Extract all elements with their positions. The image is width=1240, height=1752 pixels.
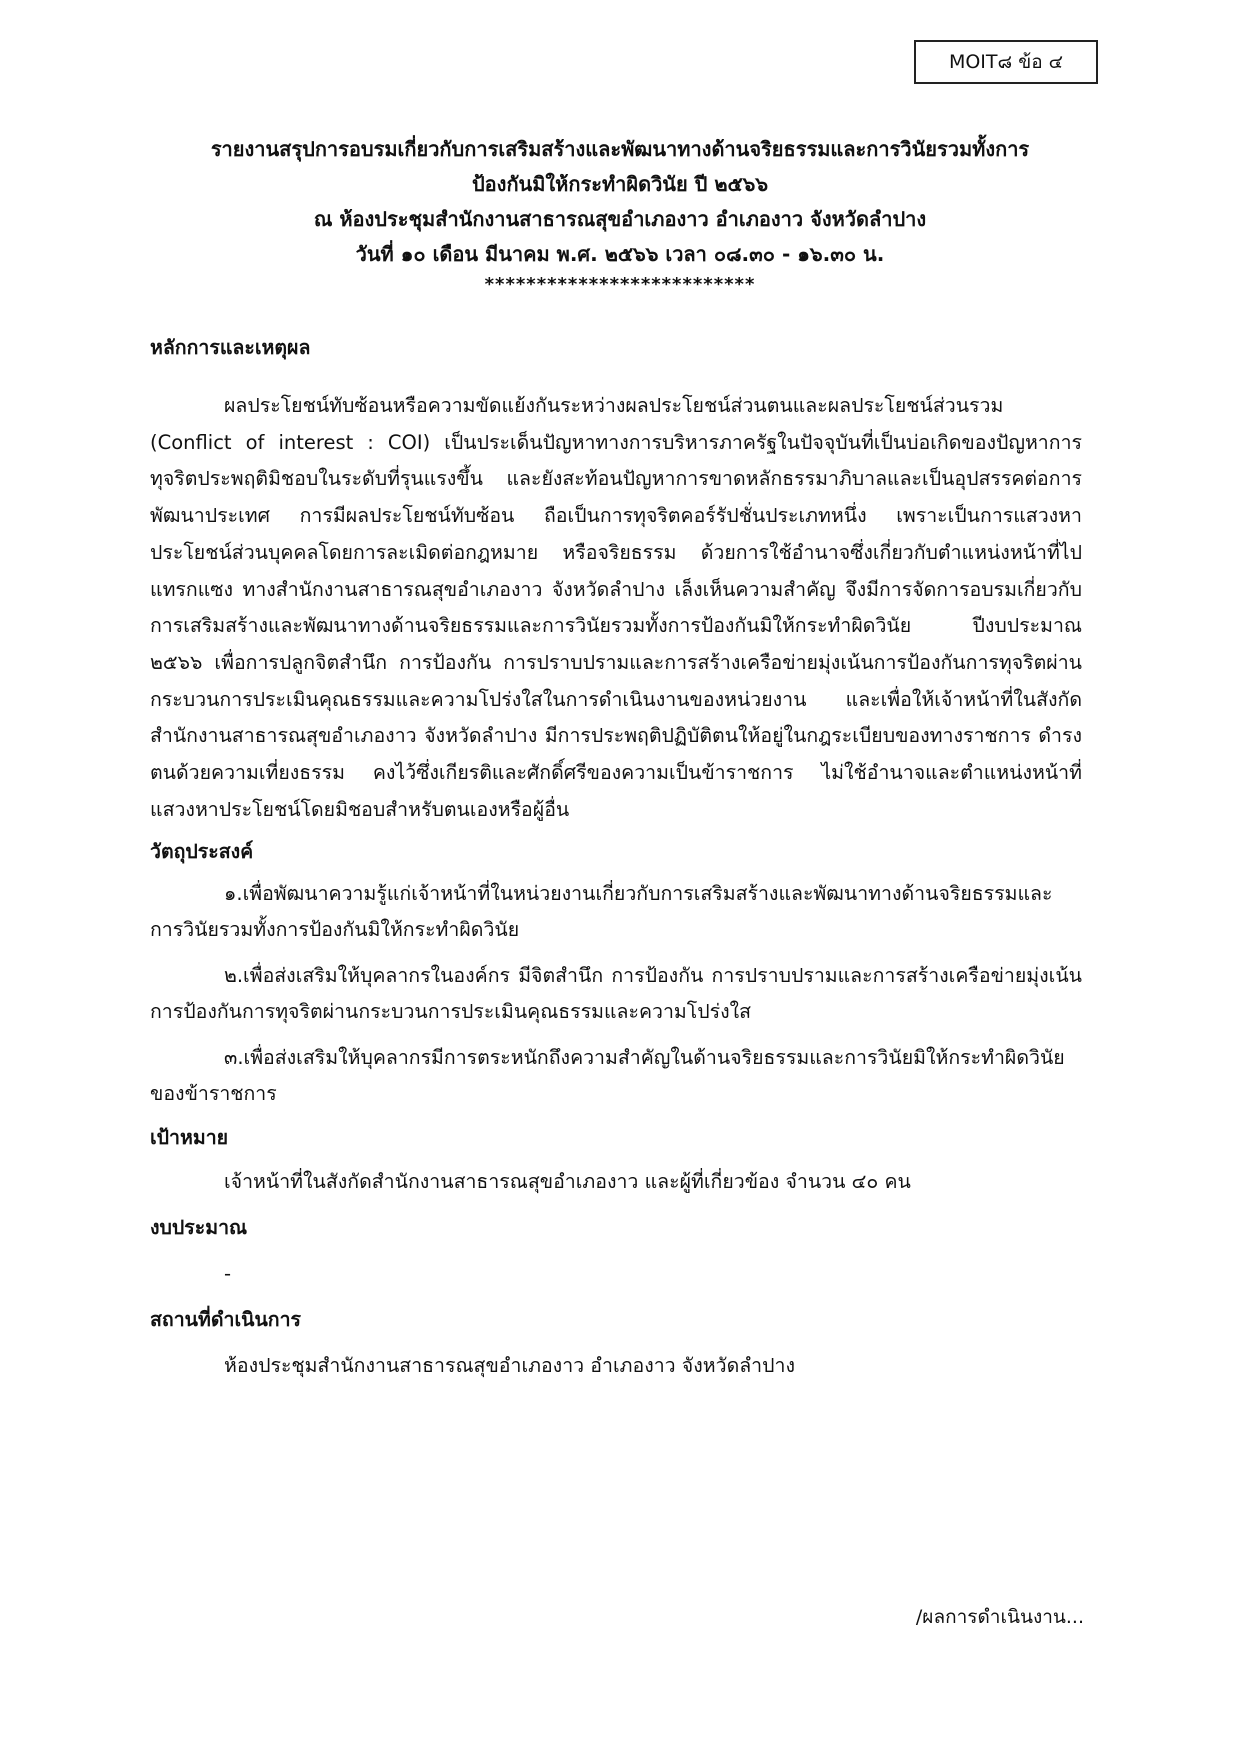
title-line-2: ป้องกันมิให้กระทำผิดวินัย ปี ๒๕๖๖ [471,172,769,196]
title-line-4: วันที่ ๑๐ เดือน มีนาคม พ.ศ. ๒๕๖๖ เวลา ๐๘.๓๐ - ๑๖.๓๐ น. [355,242,885,266]
report-title [130,132,1110,298]
objectives-heading: วัตถุประสงค์ [150,840,254,864]
rationale-heading: หลักการและเหตุผล [150,336,311,359]
venue-text: ห้องประชุมสำนักงานสาธารณสุขอำเภองาว อำเภองาว จังหวัดลำปาง [224,1354,795,1378]
document-body [150,330,1082,1384]
continuation-note: /ผลการดำเนินงาน... [915,1606,1084,1628]
reference-label: MOIT๘ ข้อ ๔ [948,51,1064,73]
venue-heading: สถานที่ดำเนินการ [150,1308,302,1332]
rationale-paragraph: ผลประโยชน์ทับซ้อนหรือความขัดแย้งกันระหว่างผลประโยชน์ส่วนตนและผลประโยชน์ส่วนรวม (Conflict of interest : COI) เป็นประเด็นปัญหาทางการบริหารภาครัฐในปัจจุบันที่เป็นบ่อเกิดของปัญหาการทุจริตประพฤติมิชอบในระดับที่รุนแรงขึ้น และยังสะท้อนปัญหาการขาดหลักธรรมาภิบาลและเป็นอุปสรรคต่อการพัฒนาประเทศ การมีผลประโยชน์ทับซ้อน ถือเป็นการทุจริตคอร์รัปชั่นประเภทหนึ่ง เพราะเป็นการแสวงหาประโยชน์ส่วนบุคคลโดยการละเมิดต่อกฎหมาย หรือจริยธรรม ด้วยการใช้อำนาจซึ่งเกี่ยวกับตำแหน่งหน้าที่ไปแทรกแซง ทางสำนักงานสาธารณสุขอำเภองาว จังหวัดลำปาง เล็งเห็นความสำคัญ จึงมีการจัดการอบรมเกี่ยวกับการเสริมสร้างและพัฒนาทางด้านจริยธรรมและการวินัยรวมทั้งการป้องกันมิให้กระทำผิดวินัย ปีงบประมาณ ๒๕๖๖ เพื่อการปลูกจิตสำนึก การป้องกัน การปราบปรามและการสร้างเครือข่ายมุ่งเน้นการป้องกันการทุจริตผ่านกระบวนการประเมินคุณธรรมและความโปร่งใสในการดำเนินงานของหน่วยงาน และเพื่อให้เจ้าหน้าที่ในสังกัดสำนักงานสาธารณสุขอำเภองาว จังหวัดลำปาง มีการประพฤติปฏิบัติตนให้อยู่ในกฎระเบียบของทางราชการ ดำรงตนด้วยความเที่ยงธรรม คงไว้ซึ่งเกียรติและศักดิ์ศรีของความเป็นข้าราชการ ไม่ใช้อำนาจและตำแหน่งหน้าที่แสวงหาประโยชน์โดยมิชอบสำหรับตนเองหรือผู้อื่น [150,394,1082,821]
target-text: เจ้าหน้าที่ในสังกัดสำนักงานสาธารณสุขอำเภองาว และผู้ที่เกี่ยวข้อง จำนวน ๔๐ คน [224,1170,911,1194]
objective-item-3: ๓.เพื่อส่งเสริมให้บุคลากรมีการตระหนักถึงความสำคัญในด้านจริยธรรมและการวินัยมิให้กระทำผิดวินัยของข้าราชการ [150,1046,1065,1106]
title-line-3: ณ ห้องประชุมสำนักงานสาธารณสุขอำเภองาว อำเภองาว จังหวัดลำปาง [313,207,927,231]
objective-item-1: ๑.เพื่อพัฒนาความรู้แก่เจ้าหน้าที่ในหน่วยงานเกี่ยวกับการเสริมสร้างและพัฒนาทางด้านจริยธรรมและการวินัยรวมทั้งการป้องกันมิให้กระทำผิดวินัย [150,882,1053,942]
objective-item-2: ๒.เพื่อส่งเสริมให้บุคลากรในองค์กร มีจิตสำนึก การป้องกัน การปราบปรามและการสร้างเครือข่ายมุ่งเน้นการป้องกันการทุจริตผ่านกระบวนการประเมินคุณธรรมและความโปร่งใส [150,964,1082,1024]
budget-heading: งบประมาณ [150,1216,248,1240]
target-heading: เป้าหมาย [150,1126,229,1150]
budget-text: - [224,1262,232,1286]
title-line-1: รายงานสรุปการอบรมเกี่ยวกับการเสริมสร้างและพัฒนาทางด้านจริยธรรมและการวินัยรวมทั้งการ [210,137,1030,161]
reference-box [914,40,1098,84]
title-separator: ************************** [484,274,756,295]
